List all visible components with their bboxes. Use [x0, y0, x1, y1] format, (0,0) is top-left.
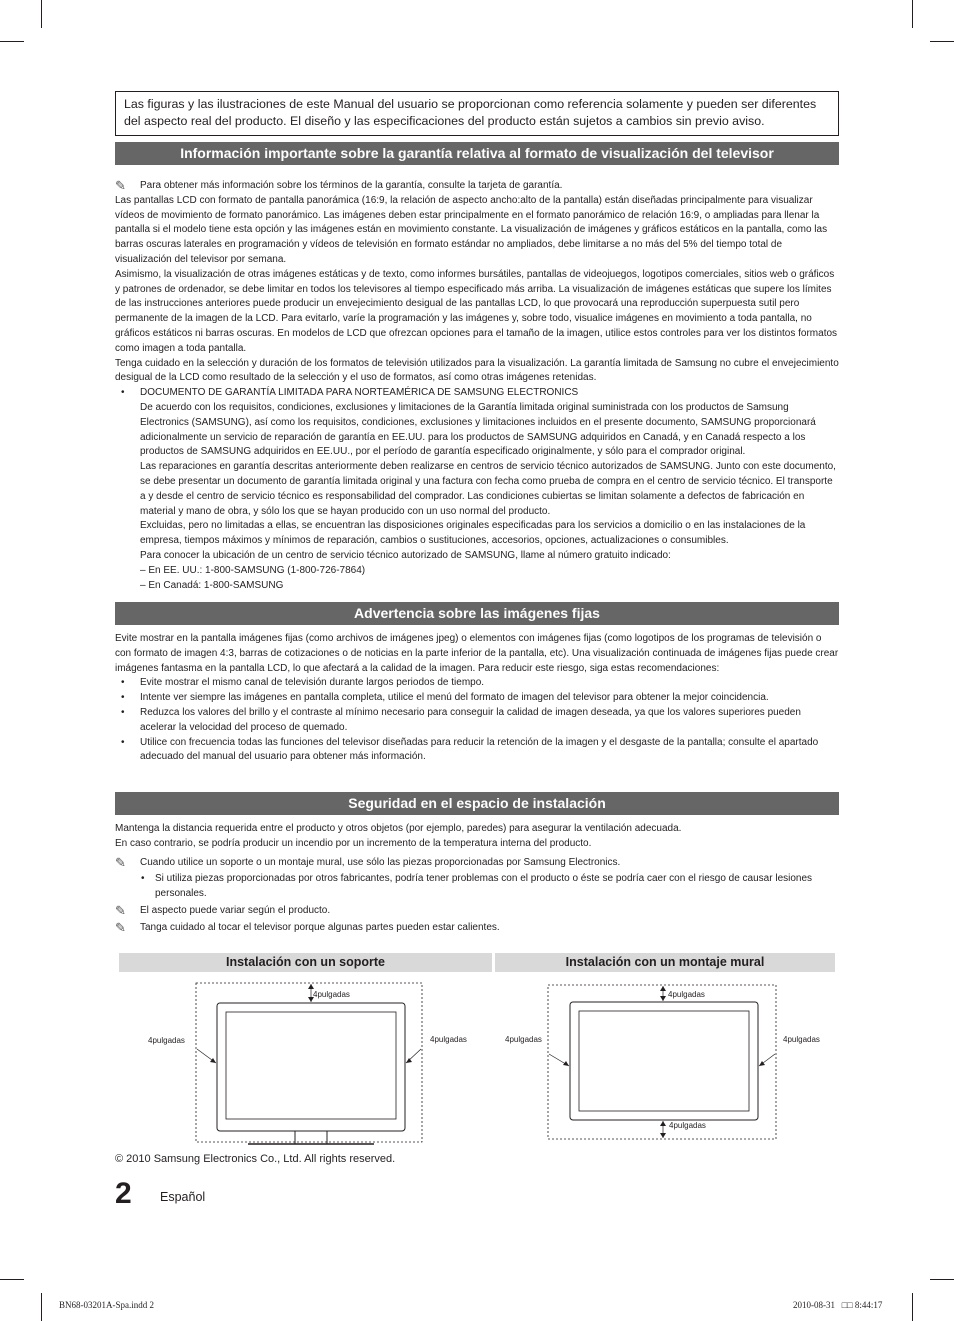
print-slug-file: BN68-03201A-Spa.indd 2	[59, 1300, 154, 1310]
crop-mark	[930, 41, 954, 42]
clearance-label-bottom: 4pulgadas	[669, 1121, 706, 1130]
crop-mark	[0, 41, 24, 42]
crop-mark	[41, 1293, 42, 1321]
section-title-still-images: Advertencia sobre las imágenes fijas	[115, 602, 839, 625]
copyright-notice: © 2010 Samsung Electronics Co., Ltd. All rights reserved.	[115, 1153, 396, 1165]
still-images-text	[115, 632, 839, 765]
crop-mark	[930, 1279, 954, 1280]
paragraph: Para conocer la ubicación de un centro de servicio técnico autorizado de SAMSUNG, llame al número gratuito indicado:	[140, 549, 671, 561]
warranty-text	[115, 179, 839, 593]
note-line: ✎ El aspecto puede variar según el producto.	[115, 902, 331, 918]
column-header-stand: Instalación con un soporte	[119, 953, 492, 972]
pencil-note-icon: ✎	[115, 854, 126, 870]
clearance-label-right: 4pulgadas	[783, 1035, 820, 1044]
clearance-label-left: 4pulgadas	[505, 1035, 542, 1044]
paragraph: Excluidas, pero no limitadas a ellas, se encuentran las disposiciones originales especificadas para los servicios a domicilio o en las instalaciones de la empresa, tiempos máximos y mínimos de reparación, cambios o sustituciones, accesorios, opciones, actualizaciones o consumibles.	[140, 520, 806, 547]
pencil-note-icon: ✎	[115, 919, 126, 935]
list-item: • Si utiliza piezas proporcionadas por otros fabricantes, podría tener problemas con el producto o éste se podría caer con el riesgo de causar lesiones personales.	[141, 873, 813, 900]
paragraph: Tenga cuidado en la selección y duración de los formatos de televisión utilizados para la visualización. La garantía limitada de Samsung no cubre el envejecimiento desigual de la LCD como resultado de la selección y el uso de formatos, así como otras imágenes retenidas.	[115, 357, 839, 384]
list-item: • Evite mostrar el mismo canal de televisión durante largos periodos de tiempo.	[115, 676, 839, 691]
clearance-label-left: 4pulgadas	[148, 1036, 185, 1045]
list-item: • DOCUMENTO DE GARANTÍA LIMITADA PARA NORTEAMÉRICA DE SAMSUNG ELECTRONICS	[115, 386, 839, 401]
paragraph: Mantenga la distancia requerida entre el producto y otros objetos (por ejemplo, paredes) para asegurar la ventilación adecuada.	[115, 823, 682, 834]
bullet-dot: •	[121, 677, 125, 689]
list-item: • Intente ver siempre las imágenes en pantalla completa, utilice el menú del formato de imagen del televisor para obtener la mejor coincidencia.	[115, 691, 839, 706]
page-number: 2	[115, 1177, 132, 1210]
disclaimer-box: Las figuras y las ilustraciones de este Manual del usuario se proporcionan como referencia solamente y pueden ser diferentes del aspecto real del producto. El diseño y las especificaciones del producto están sujetos a cambios sin previo aviso.	[115, 91, 839, 136]
crop-mark	[912, 0, 913, 28]
paragraph: Las pantallas LCD con formato de pantalla panorámica (16:9, la relación de aspecto ancho:alto de la pantalla) están diseñadas principalmente para visualizar vídeos de movimiento de formato panorámico. Las imágenes deben estar principalmente en el formato panorámico de relación 16:9, o ampliadas para llenar la pantalla si el modelo tiene esta opción y las imágenes están en movimiento constante. La visualización de imágenes y gráficos estáticos en la pantalla, como las barras oscuras laterales en programación y vídeos de televisión en formato estándar no ampliados, debe limitarse a no más del 5% del tiempo total de visualización del televisor por semana.	[115, 194, 828, 265]
section-title-installation: Seguridad en el espacio de instalación	[115, 792, 839, 815]
wall-mount-installation-diagram	[500, 980, 800, 1142]
paragraph: Evite mostrar en la pantalla imágenes fijas (como archivos de imágenes jpeg) o elementos con imágenes fijas (como logotipos de los programas de televisión o con formato de imagen 4:3, barras de cotizaciones o de noticias en la parte inferior de la pantalla, etc). Una visualización continuada de imágenes fijas puede crear imágenes fantasma en la pantalla LCD, lo que afectará a la calidad de la imagen. Para reducir este riesgo, siga estas recomendaciones:	[115, 633, 839, 674]
paragraph: De acuerdo con los requisitos, condiciones, exclusiones y limitaciones de la Garantía limitada original suministrada con los productos de Samsung Electronics (SAMSUNG), así como los requisitos, condiciones, exclusiones y limitaciones incluidos en el presente documento, SAMSUNG proporcionará adicionalmente un servicio de reparación de garantía en EE.UU. para los productos de SAMSUNG adquiridos en Canadá, y en Canadá respecto a los productos de SAMSUNG adquiridos en EE.UU., por el período de garantía especificado originalmente, y sólo para el comprador original.	[140, 401, 816, 458]
section-title-warranty: Información importante sobre la garantía relativa al formato de visualización del televisor	[115, 142, 839, 165]
clearance-label-right: 4pulgadas	[430, 1035, 467, 1044]
crop-mark	[41, 0, 42, 28]
crop-mark	[0, 1279, 24, 1280]
phone-line: – En Canadá: 1-800-SAMSUNG	[140, 579, 284, 591]
clearance-label-top: 4pulgadas	[313, 990, 350, 999]
print-slug-date: 2010-08-31 □□ 8:44:17	[793, 1300, 883, 1310]
clearance-label-top: 4pulgadas	[668, 990, 705, 999]
bullet-dot: •	[121, 387, 125, 399]
crop-mark	[912, 1293, 913, 1321]
note-line: ✎ Para obtener más información sobre los términos de la garantía, consulte la tarjeta de garantía.	[115, 178, 563, 193]
phone-line: – En EE. UU.: 1-800-SAMSUNG (1-800-726-7864)	[140, 564, 366, 576]
pencil-note-icon: ✎	[115, 902, 126, 918]
page-language: Español	[160, 1190, 206, 1204]
pencil-note-icon: ✎	[115, 178, 126, 193]
list-item: • Utilice con frecuencia todas las funciones del televisor diseñadas para reducir la retención de la imagen y el desgaste de la pantalla; consulte el apartado adecuado del manual del usuario para obtener más información.	[121, 736, 819, 763]
paragraph: Asimismo, la visualización de otras imágenes estáticas y de texto, como informes bursátiles, pantallas de videojuegos, logotipos comerciales, sitios web o gráficos y patrones de ordenador, se debe limitar en todos los televisores al tiempo especificado más arriba. La visualización de imágenes estáticas que supere los límites de las instrucciones anteriores puede producir un envejecimiento desigual de las pantallas LCD, lo que provocará una reproducción superpuesta sutil pero permanente de la imagen de la LCD. Para evitarlo, varíe la programación y las imágenes y, sobre todo, visualice imágenes en movimiento a toda pantalla, no gráficos estáticos ni barras oscuras. En modelos de LCD que ofrezcan opciones para el tamaño de la imagen, utilice estos controles para ver los distintos formatos como imagen a toda pantalla.	[115, 268, 838, 354]
bullet-dot: •	[121, 692, 125, 704]
paragraph: Las reparaciones en garantía descritas anteriormente deben realizarse en centros de servicio técnico autorizados de SAMSUNG. Junto con este documento, se debe presentar un documento de garantía limitada original y una factura con fecha como prueba de compra en el centro de servicio técnico. El transporte a y desde el centro de servicio técnico es responsabilidad del comprador. Las condiciones cubiertas se limitan solamente a defectos de fabricación en material y mano de obra, y sólo los que se hayan producido con un uso normal del producto.	[140, 461, 836, 517]
paragraph: En caso contrario, se podría producir un incendio por un incremento de la temperatura interna del producto.	[115, 837, 592, 849]
column-header-wall-mount: Instalación con un montaje mural	[495, 953, 835, 972]
bullet-dot: •	[141, 873, 145, 885]
bullet-dot: •	[121, 706, 125, 718]
note-line: ✎ Tanga cuidado al tocar el televisor porque algunas partes pueden estar calientes.	[115, 919, 500, 935]
bullet-dot: •	[121, 736, 125, 748]
stand-installation-diagram	[140, 978, 440, 1146]
note-line: ✎ Cuando utilice un soporte o un montaje mural, use sólo las piezas proporcionadas por Samsung Electronics.	[115, 854, 621, 870]
installation-text	[115, 822, 839, 936]
list-item: • Reduzca los valores del brillo y el contraste al mínimo necesario para conseguir la calidad de imagen deseada, ya que los valores superiores pueden acelerar la velocidad del proceso de quemado.	[121, 706, 801, 733]
